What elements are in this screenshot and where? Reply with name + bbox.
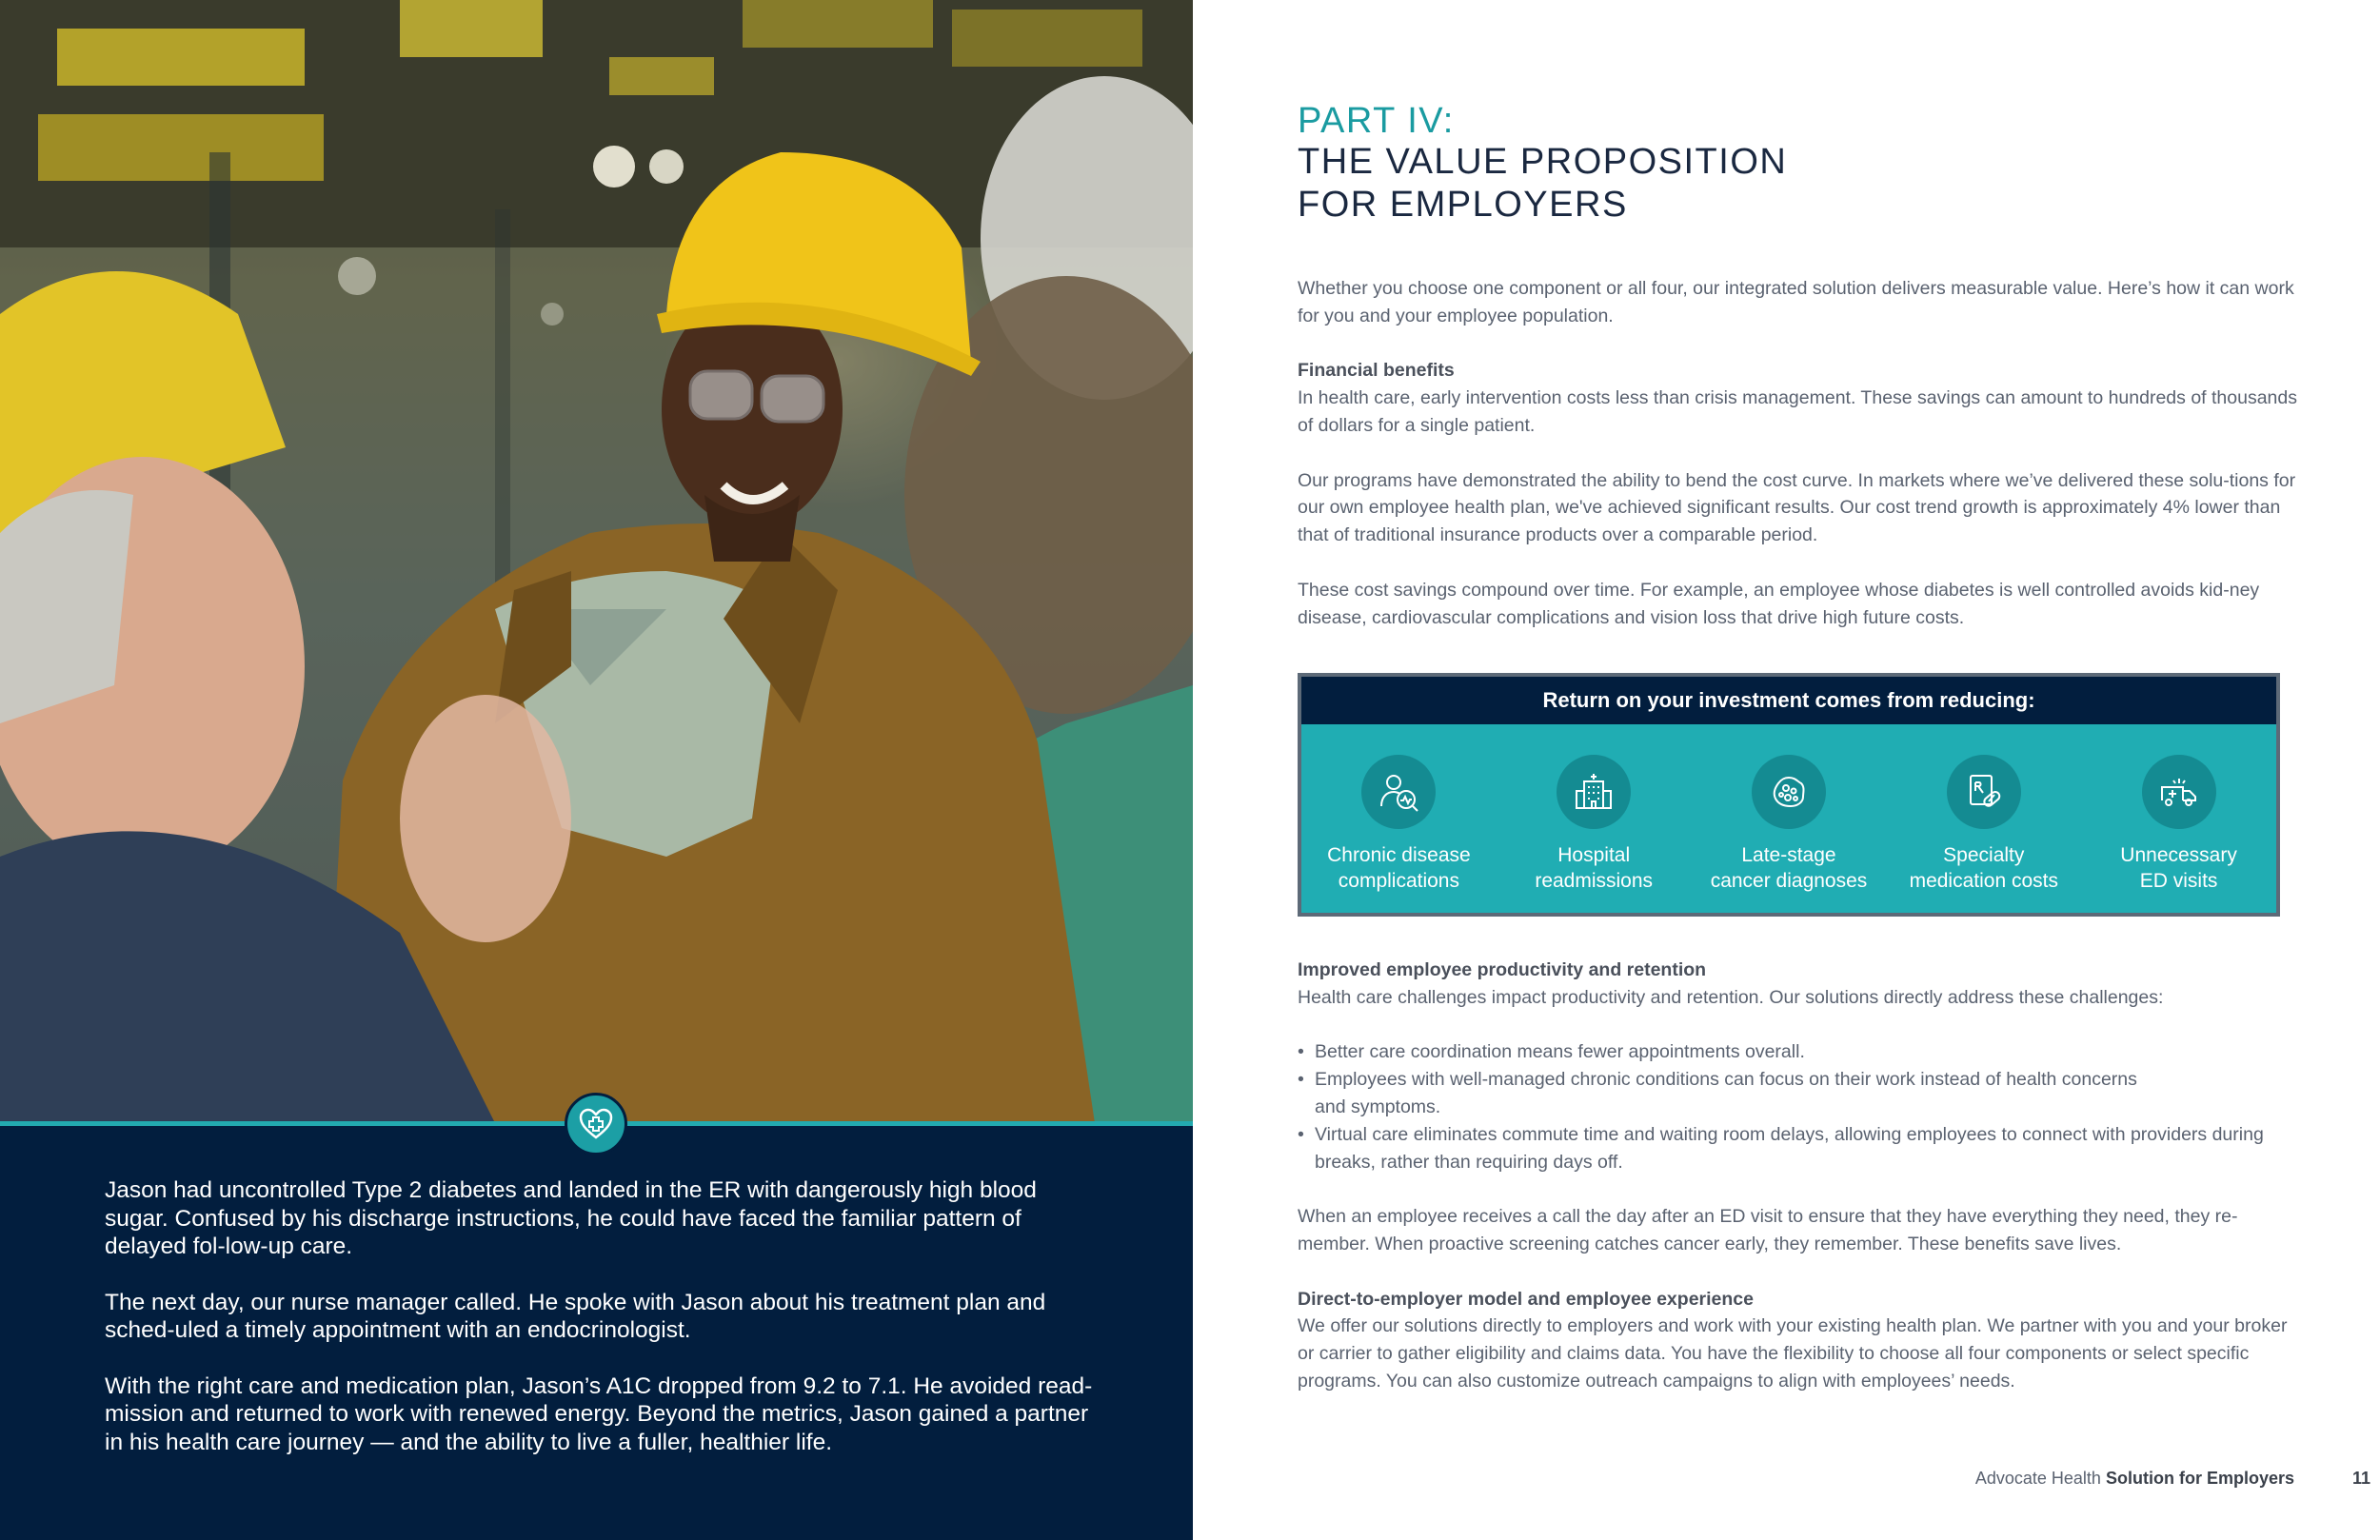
- section-title-line-1: THE VALUE PROPOSITION: [1298, 142, 1788, 182]
- direct-heading: Direct-to-employer model and employee experience: [1298, 1288, 1754, 1310]
- page-footer: [1975, 1469, 2294, 1489]
- roi-item-chronic-disease: [1301, 755, 1497, 894]
- section-title-line-2: FOR EMPLOYERS: [1298, 185, 1628, 225]
- roi-item-specialty-medication: [1886, 755, 2081, 894]
- ambulance-glyph: [2157, 770, 2201, 814]
- roi-label-line-2: cancer diagnoses: [1710, 870, 1868, 892]
- roi-label-line-1: Specialty: [1943, 844, 2025, 866]
- intro-paragraph: Whether you choose one component or all four, our integrated solution delivers measurable value. Here’s how it can work for you and your employee population.: [1298, 278, 2294, 326]
- list-item: • Better care coordination means fewer appointments overall.: [1298, 1038, 2297, 1066]
- roi-label-line-1: Unnecessary: [2120, 844, 2237, 866]
- page-number: 11: [2351, 1469, 2370, 1488]
- part-label: PART IV:: [1298, 101, 1455, 141]
- financial-paragraph-3: These cost savings compound over time. For example, an employee whose diabetes is well controlled avoids kid-ney disease, cardiovascular complications and vision loss that drive high future costs.: [1298, 579, 2260, 628]
- productivity-bullets: [1298, 1038, 2297, 1175]
- productivity-heading: Improved employee productivity and retention: [1298, 959, 1707, 980]
- prescription-pill-glyph: [1962, 770, 2006, 814]
- roi-item-hospital-readmissions: [1497, 755, 1692, 894]
- footer-doc-title: Solution for Employers: [2105, 1469, 2294, 1488]
- person-chart-icon: [1361, 755, 1436, 829]
- cell-icon: [1752, 755, 1826, 829]
- roi-label-line-2: readmissions: [1535, 870, 1654, 892]
- productivity-closing: When an employee receives a call the day after an ED visit to ensure that they have everything they need, they re-member. When proactive screening catches cancer early, they remember. These benefits save lives.: [1298, 1206, 2238, 1254]
- roi-label: [1535, 842, 1653, 894]
- ambulance-icon: [2142, 755, 2216, 829]
- roi-items: [1301, 724, 2276, 894]
- prescription-pill-icon: [1947, 755, 2021, 829]
- footer-brand: Advocate Health: [1974, 1469, 2101, 1488]
- direct-paragraph: We offer our solutions directly to employers and work with your existing health plan. We partner with you and your broker or carrier to gather eligibility and claims data. You have the flexibility to choose all four components or select specific programs. You can also customize outreach campaigns to align with employees’ needs.: [1298, 1315, 2288, 1392]
- financial-section: [1298, 275, 2297, 631]
- hospital-building-icon: [1557, 755, 1631, 829]
- worker-photo: [0, 0, 1193, 1123]
- hospital-building-glyph: [1572, 770, 1616, 814]
- roi-label: [1327, 842, 1471, 894]
- story-paragraph-2: The next day, our nurse manager called. He spoke with Jason about his treatment plan and sched-uled a timely appointment with an endocrinologist.: [105, 1289, 1046, 1343]
- roi-label-line-1: Hospital: [1557, 844, 1631, 866]
- heart-cross-glyph: [577, 1105, 615, 1143]
- roi-callout: [1298, 673, 2280, 917]
- roi-label-line-1: Chronic disease: [1327, 844, 1471, 866]
- patient-story: [105, 1176, 1100, 1484]
- heart-cross-icon: [565, 1093, 627, 1155]
- roi-item-ed-visits: [2081, 755, 2276, 894]
- story-paragraph-1: Jason had uncontrolled Type 2 diabetes and landed in the ER with dangerously high blood sugar. Confused by his discharge instructions, he could have faced the familiar pattern of delayed fol-low-up care.: [105, 1177, 1037, 1259]
- section-title: [1298, 141, 2154, 227]
- roi-label: [1910, 842, 2058, 894]
- list-item: • Virtual care eliminates commute time and waiting room delays, allowing employees to connect with providers during breaks, rather than requiring days off.: [1298, 1121, 2276, 1176]
- productivity-section: [1298, 957, 2297, 1395]
- roi-label-line-1: Late-stage: [1741, 844, 1836, 866]
- financial-paragraph-2: Our programs have demonstrated the ability to bend the cost curve. In markets where we’ve delivered these solu-tions for our own employee health plan, we've achieved significant results. Our cost trend growth is approximately 4% lower than that of traditional insurance products over a comparable period.: [1298, 469, 2296, 546]
- financial-paragraph-1: In health care, early intervention costs less than crisis management. These savings can amount to hundreds of thousands of dollars for a single patient.: [1298, 387, 2297, 436]
- productivity-intro: Health care challenges impact productivity and retention. Our solutions directly address these challenges:: [1298, 986, 2164, 1008]
- cell-glyph: [1767, 770, 1811, 814]
- roi-header: Return on your investment comes from reducing:: [1301, 677, 2276, 724]
- roi-label-line-2: ED visits: [2139, 870, 2218, 892]
- person-chart-glyph: [1377, 770, 1420, 814]
- list-item: • Employees with well-managed chronic conditions can focus on their work instead of health concerns and symptoms.: [1298, 1066, 2172, 1121]
- roi-label: [2120, 842, 2237, 894]
- photo-illustration: [0, 0, 1193, 1123]
- story-paragraph-3: With the right care and medication plan, Jason’s A1C dropped from 9.2 to 7.1. He avoided read-mission and returned to work with renewed energy. Beyond the metrics, Jason gained a partner in his health care journey — and the ability to live a fuller, healthier life.: [105, 1372, 1093, 1455]
- financial-heading: Financial benefits: [1298, 360, 1455, 382]
- right-page: [1193, 0, 2380, 1540]
- roi-label-line-2: medication costs: [1909, 870, 2058, 892]
- roi-label: [1711, 842, 1868, 894]
- roi-label-line-2: complications: [1338, 870, 1459, 892]
- roi-item-late-stage-cancer: [1692, 755, 1887, 894]
